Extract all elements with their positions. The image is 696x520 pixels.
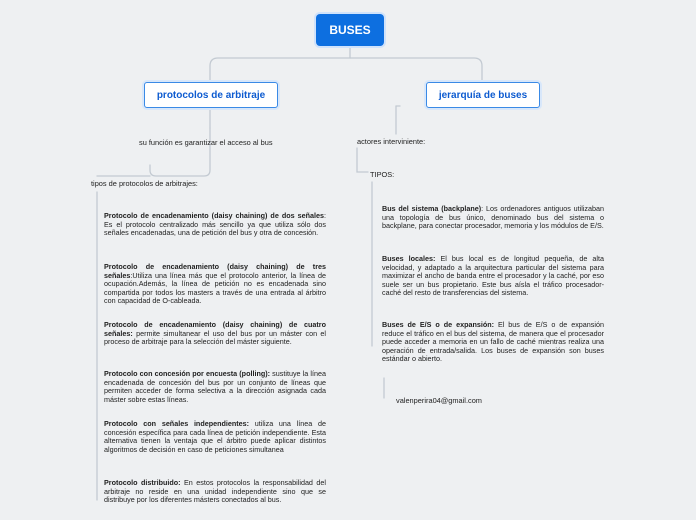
topic-protocol-independent-signals[interactable]: [104, 420, 326, 454]
topic-protocol-three-signals[interactable]: [104, 263, 326, 306]
topic-email[interactable]: valenperira04@gmail.com: [396, 396, 482, 405]
node-title: jerarquía de buses: [438, 89, 528, 101]
topic-text: En estos protocolos la responsabilidad del arbitraje no reside en una unidad independiente sino que se distribuye por los diferentes másters conectados al bus.: [104, 478, 326, 505]
topic-system-bus[interactable]: [382, 205, 604, 231]
topic-text: : Es el protocolo centralizado más sencillo ya que utiliza sólo dos señales encadenadas, una de petición del bus y otra de concesión.: [104, 211, 326, 238]
root-title: BUSES: [329, 23, 371, 37]
topic-heading: Protocolo con señales independientes:: [104, 419, 250, 428]
node-jerarquia-de-buses[interactable]: [426, 82, 540, 108]
topic-types[interactable]: TIPOS:: [370, 170, 395, 179]
topic-text: utiliza una línea de concesión específica para cada línea de petición independiente. Esta alternativa tienen la ventaja que el árbitro puede aplicar distintos algoritmos de decisión en caso de peticiones simultanea: [104, 419, 327, 454]
topic-text: El bus local es de longitud pequeña, de alta velocidad, y adaptado a la arquitectura particular del sistema para maximizar el ancho de banda entre el procesador y la caché, por eso suele ser un bus propietario. Este bus aísla el tráfico procesador-caché del resto de transferencias del sistema.: [382, 254, 604, 298]
topic-heading: Protocolo con concesión por encuesta (polling):: [104, 369, 271, 378]
topic-heading: Protocolo de encadenamiento (daisy chaining) de cuatro señales:: [104, 320, 326, 338]
topic-local-buses[interactable]: [382, 255, 604, 298]
topic-heading: Protocolo de encadenamiento (daisy chaining) de dos señales: [104, 211, 324, 220]
topic-text: El bus de E/S o de expansión reduce el tráfico en el bus del sistema, de manera que el procesador puede acceder a memoria en un fallo de caché mientras realiza una operación de entrada/salida. Los buses de expansión son buses estándar o abierto.: [382, 320, 604, 364]
topic-protocol-two-signals[interactable]: [104, 212, 326, 238]
topic-types-of-protocols[interactable]: tipos de protocolos de arbitrajes:: [91, 179, 198, 188]
topic-heading: Buses de E/S o de expansión:: [382, 320, 495, 329]
topic-heading: Buses locales:: [382, 254, 436, 263]
topic-actors[interactable]: actores interviniente:: [357, 137, 426, 146]
node-title: protocolos de arbitraje: [156, 89, 266, 101]
topic-text: permite simultanear el uso del bus por un máster con el proceso de arbitraje para la selección del máster siguiente.: [104, 328, 326, 347]
topic-text: sustituye la línea encadenada de concesión del bus por un conjunto de líneas que permiten acceder de forma selectiva a la dirección asignada cada máster sobre estas líneas.: [104, 369, 326, 404]
topic-protocol-four-signals[interactable]: [104, 321, 326, 347]
topic-heading: Bus del sistema (backplane): [382, 204, 482, 213]
topic-text: : Los ordenadores antiguos utilizaban una topología de bus único, denominado bus del sistema o backplane, para conectar procesador, memoria y los módulos de E/S.: [382, 204, 604, 231]
topic-protocol-distributed[interactable]: [104, 479, 326, 505]
topic-io-expansion-buses[interactable]: [382, 321, 604, 364]
topic-heading: Protocolo de encadenamiento (daisy chaining) de tres señales: [104, 262, 326, 280]
topic-text: :Utiliza una línea más que el protocolo anterior, la línea de ocupación.Además, la línea de petición no es encadenada sino compartida por todos los masters a través de una entrada al árbitro con capacidad de O-cableada.: [104, 270, 326, 306]
topic-heading: Protocolo distribuido:: [104, 478, 181, 487]
topic-function[interactable]: su función es garantizar el acceso al bus: [139, 138, 273, 147]
node-protocolos-de-arbitraje[interactable]: [144, 82, 278, 108]
topic-protocol-polling[interactable]: [104, 370, 326, 404]
root-node-buses[interactable]: [316, 14, 384, 46]
